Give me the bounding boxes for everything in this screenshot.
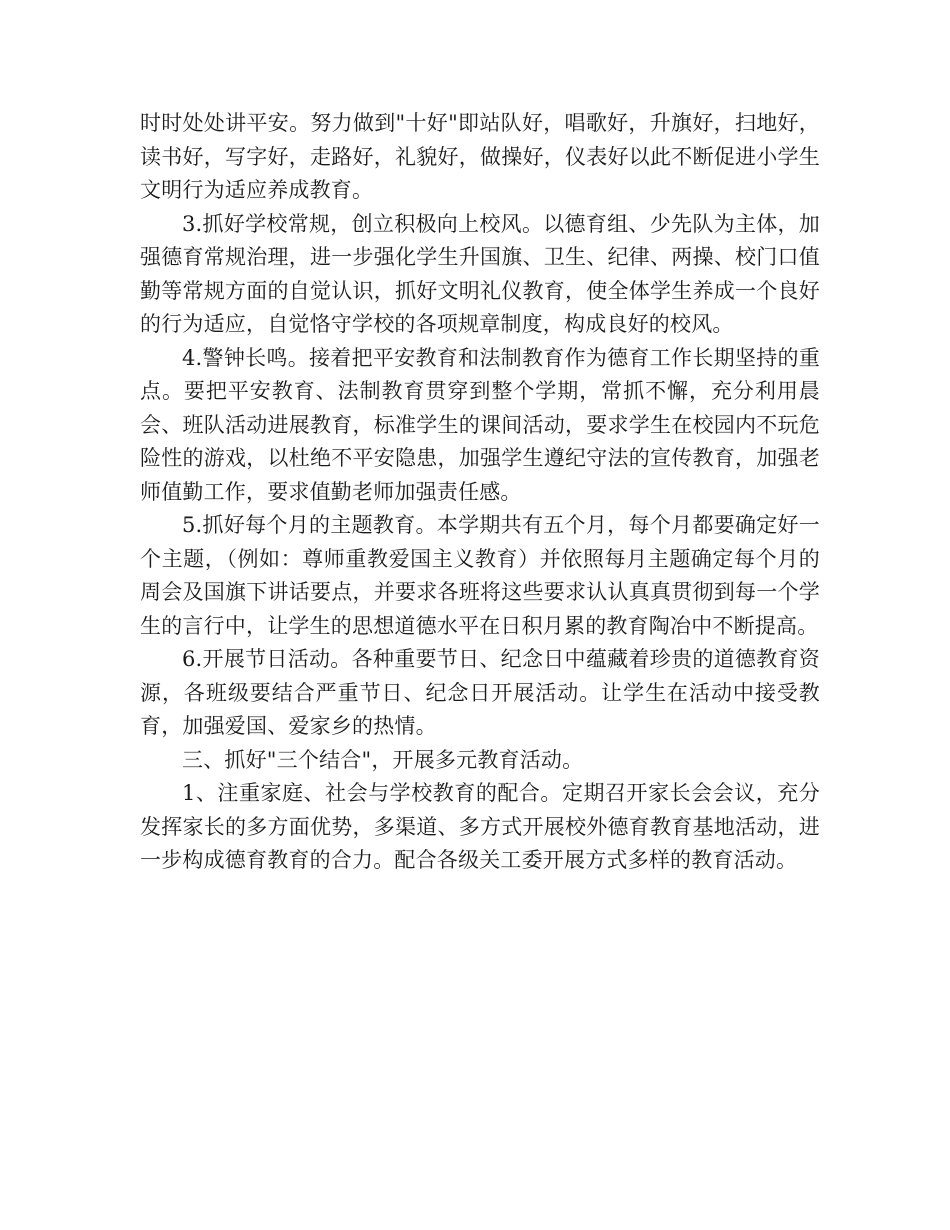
paragraph-subitem-1: 1、注重家庭、社会与学校教育的配合。定期召开家长会会议，充分发挥家长的多方面优势，多渠道、多方式开展校外德育教育基地活动，进一步构成德育教育的合力。配合各级关工委开展方式多样的教育活动。 bbox=[140, 781, 820, 872]
paragraph-item-4: 4.警钟长鸣。接着把平安教育和法制教育作为德育工作长期坚持的重点。要把平安教育、法制教育贯穿到整个学期，常抓不懈，充分利用晨会、班队活动进展教育，标准学生的课间活动，要求学生在校园内不玩危险性的游戏，以杜绝不平安隐患，加强学生遵纪守法的宣传教育，加强老师值勤工作，要求值勤老师加强责任感。 bbox=[140, 345, 820, 504]
paragraph-continuation: 时时处处讲平安。努力做到"十好"即站队好，唱歌好，升旗好，扫地好，读书好，写字好，走路好，礼貌好，做操好，仪表好以此不断促进小学生文明行为适应养成教育。 bbox=[140, 111, 820, 202]
paragraph-item-5: 5.抓好每个月的主题教育。本学期共有五个月，每个月都要确定好一个主题，（例如：尊师重教爱国主义教育）并依照每月主题确定每个月的周会及国旗下讲话要点，并要求各班将这些要求认认真真贯彻到每一个学生的言行中，让学生的思想道德水平在日积月累的教育陶冶中不断提高。 bbox=[140, 513, 820, 638]
paragraph-item-3: 3.抓好学校常规，创立积极向上校风。以德育组、少先队为主体，加强德育常规治理，进一步强化学生升国旗、卫生、纪律、两操、校门口值勤等常规方面的自觉认识，抓好文明礼仪教育，使全体学生养成一个良好的行为适应，自觉恪守学校的各项规章制度，构成良好的校风。 bbox=[140, 211, 820, 336]
paragraph-item-6: 6.开展节日活动。各种重要节日、纪念日中蕴藏着珍贵的道德教育资源，各班级要结合严重节日、纪念日开展活动。让学生在活动中接受教育，加强爱国、爱家乡的热情。 bbox=[140, 647, 820, 738]
section-heading-three: 三、抓好"三个结合"，开展多元教育活动。 bbox=[182, 747, 584, 772]
document-body bbox=[140, 107, 820, 878]
